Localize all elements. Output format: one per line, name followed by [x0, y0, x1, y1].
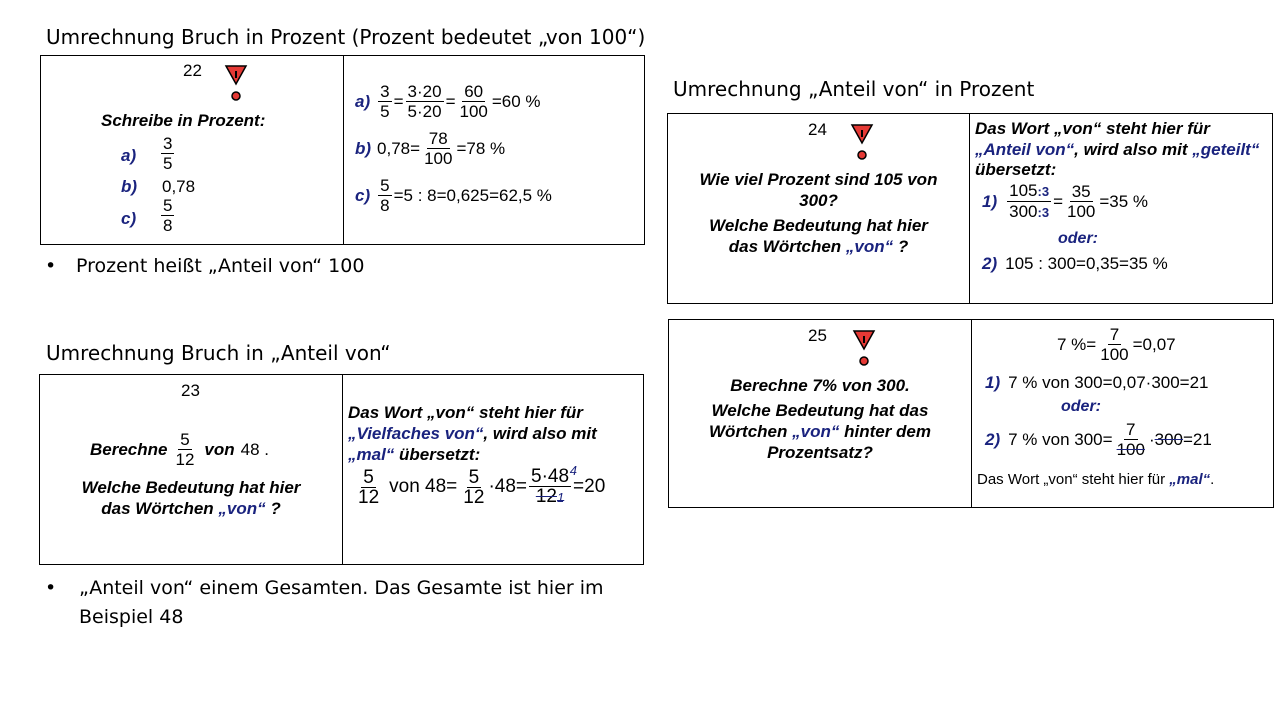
- question-text: das Wörtchen: [728, 237, 846, 256]
- bullet-dot: •: [45, 255, 57, 277]
- numerator: 60: [464, 82, 484, 101]
- bullet-anteil: [45, 574, 639, 632]
- denominator: 12: [358, 486, 380, 508]
- solution-label: b): [355, 138, 372, 158]
- card-title: Schreibe in Prozent:: [101, 111, 266, 130]
- numerator: 5: [163, 196, 173, 215]
- cancel-mark: 4: [569, 463, 578, 478]
- calculation: [354, 463, 606, 508]
- task-line-2: 300?: [799, 191, 838, 210]
- numerator: 5: [363, 466, 374, 488]
- solution-line-2: [348, 424, 597, 444]
- denominator: 100: [459, 102, 488, 121]
- divide-mark: :3: [1037, 205, 1050, 220]
- solution-line-1: Das Wort „von“ steht hier für: [975, 119, 1210, 138]
- expression: 7 % von 300=0,07·300=21: [1008, 373, 1209, 392]
- expression: ·: [1148, 429, 1155, 449]
- card-number: 24: [808, 120, 827, 139]
- result: =5 : 8=0,625=62,5 %: [393, 185, 552, 205]
- heading-anteil-in-prozent: Umrechnung „Anteil von“ in Prozent: [673, 77, 1035, 101]
- solution-highlight: „mal“: [348, 445, 395, 464]
- footer-text: .: [1210, 471, 1215, 488]
- denominator: 5: [380, 102, 390, 121]
- warning-icon: [224, 64, 248, 102]
- question-line-1: Welche Bedeutung hat das: [711, 401, 929, 420]
- cancelled-value: 300: [1154, 429, 1183, 449]
- solution-highlight: „Vielfaches von“: [348, 424, 484, 443]
- task: Berechne 7% von 300.: [730, 376, 910, 395]
- question-line-2: [40, 499, 342, 519]
- divide-mark: :3: [1037, 184, 1050, 199]
- expression: ·48=: [488, 476, 527, 497]
- solution-line-1: Das Wort „von“ steht hier für: [348, 403, 583, 422]
- numerator: 5: [180, 430, 190, 449]
- card-23: [39, 374, 644, 565]
- step-label: 1): [982, 191, 998, 211]
- question-text: das Wörtchen: [101, 499, 219, 518]
- numerator: 78: [428, 129, 448, 148]
- step-1: 1) $\frac{105:3}{300:3}$ = $\frac{35}{100}$ =35 %: [982, 181, 1149, 221]
- card-divider: [342, 375, 343, 564]
- question-text: ?: [265, 499, 281, 518]
- item-fraction-c: [159, 196, 176, 235]
- denominator: 8: [163, 216, 173, 235]
- solution-text: , wird also mit: [483, 424, 597, 443]
- footer-text: Das Wort „von“ steht hier für: [977, 471, 1170, 488]
- warning-icon: [850, 123, 874, 161]
- result: =78 %: [456, 138, 506, 158]
- card-24: [667, 113, 1273, 304]
- step-2: [985, 420, 1212, 459]
- card-divider: [343, 56, 344, 244]
- step-label: 1): [985, 373, 1001, 392]
- solution-highlight: „Anteil von“: [975, 140, 1075, 159]
- denominator: 5·20: [407, 102, 442, 121]
- solution-highlight: „geteilt“: [1192, 140, 1260, 159]
- bullet-dot: •: [45, 577, 57, 599]
- heading-bruch-in-prozent: Umrechnung Bruch in Prozent (Prozent bedeutet „von 100“): [46, 25, 646, 49]
- item-label-b: b): [121, 177, 138, 196]
- solution-text: übersetzt:: [394, 445, 481, 464]
- footer-note: [977, 471, 1214, 488]
- heading-bruch-in-anteil: Umrechnung Bruch in „Anteil von“: [46, 341, 391, 365]
- equals: =: [393, 91, 404, 111]
- card-divider: [971, 320, 972, 507]
- item-fraction-a: [159, 134, 176, 173]
- numerator: 35: [1071, 182, 1091, 201]
- equals: =: [445, 91, 456, 111]
- task-value: 48 .: [240, 439, 269, 459]
- denominator: 100: [1100, 345, 1129, 364]
- question-highlight: „von“: [218, 499, 266, 518]
- numerator: 105: [1009, 181, 1038, 200]
- denominator: 8: [380, 196, 390, 215]
- card-number: 22: [183, 61, 202, 80]
- denominator: 100: [1067, 202, 1096, 221]
- numerator: 5·48: [531, 466, 570, 487]
- question-text: ?: [893, 237, 909, 256]
- item-label-a: a): [121, 146, 137, 165]
- oder-label: oder:: [1058, 230, 1098, 247]
- denominator: 12: [175, 450, 195, 469]
- question-line-1: Welche Bedeutung hat hier: [709, 216, 928, 235]
- item-label-c: c): [121, 209, 137, 228]
- card-number: 23: [181, 381, 200, 400]
- expression: 0,78=: [377, 138, 421, 158]
- task: [90, 430, 269, 469]
- question-highlight: „von“: [792, 422, 840, 441]
- question-line-1: Welche Bedeutung hat hier: [81, 478, 301, 497]
- expression: von 48=: [389, 476, 458, 497]
- question-text: hinter dem: [839, 422, 931, 441]
- question-line-3: Prozentsatz?: [767, 443, 873, 462]
- result: =21: [1183, 429, 1212, 449]
- denominator: 300: [1009, 202, 1038, 221]
- expression: 7 % von 300=: [1008, 429, 1113, 449]
- card-divider: [969, 114, 970, 303]
- denominator: 12: [535, 486, 557, 507]
- solution-c: [355, 176, 552, 215]
- numerator: 3·20: [407, 82, 442, 101]
- numerator: 7: [1109, 325, 1120, 344]
- solution-b: [355, 129, 505, 168]
- bullet-text: Prozent heißt „Anteil von“ 100: [76, 255, 365, 277]
- task-text: Berechne: [90, 439, 168, 459]
- result: =35 %: [1099, 191, 1149, 211]
- bullet-prozent: [45, 252, 636, 281]
- cancel-mark: 1: [556, 490, 565, 505]
- denominator: 5: [163, 154, 173, 173]
- question-line-2: [669, 422, 971, 442]
- numerator: 3: [163, 134, 173, 153]
- solution-a: [355, 82, 541, 121]
- solution-line-3: [348, 445, 480, 465]
- step-2: [982, 254, 1168, 274]
- denominator: 100: [1116, 440, 1145, 459]
- question-text: Wörtchen: [709, 422, 793, 441]
- card-number: 25: [808, 326, 827, 345]
- task-text: von: [204, 439, 235, 459]
- oder-label: oder:: [1061, 398, 1101, 415]
- bullet-text: „Anteil von“ einem Gesamten. Das Gesamte ist hier im Beispiel 48: [79, 577, 604, 628]
- result: =20: [573, 476, 606, 497]
- expression: 105 : 300=0,35=35 %: [1005, 254, 1168, 273]
- solution-text: , wird also mit: [1074, 140, 1193, 159]
- step-label: 2): [982, 254, 998, 273]
- numerator: 5: [380, 176, 390, 195]
- numerator: 3: [380, 82, 390, 101]
- result: =60 %: [491, 91, 541, 111]
- footer-highlight: „mal“: [1169, 471, 1211, 488]
- percent-conversion: [1057, 325, 1176, 364]
- step-1: [985, 373, 1209, 393]
- step-label: 2): [985, 429, 1001, 449]
- question-highlight: „von“: [845, 237, 894, 256]
- solution-line-2: [975, 140, 1259, 160]
- denominator: 100: [424, 149, 453, 168]
- numerator: 7: [1126, 420, 1136, 439]
- task-line-1: Wie viel Prozent sind 105 von: [699, 170, 938, 189]
- denominator: 12: [463, 486, 485, 508]
- card-25: [668, 319, 1274, 508]
- item-value-b: 0,78: [162, 177, 196, 196]
- warning-icon: [852, 329, 876, 367]
- card-22: [40, 55, 645, 245]
- solution-label: a): [355, 91, 371, 111]
- numerator: 5: [468, 466, 480, 488]
- question-line-2: [668, 237, 969, 257]
- solution-line-3: übersetzt:: [975, 160, 1057, 179]
- expression: 7 %=: [1057, 334, 1097, 354]
- result: =0,07: [1132, 334, 1176, 354]
- solution-label: c): [355, 185, 371, 205]
